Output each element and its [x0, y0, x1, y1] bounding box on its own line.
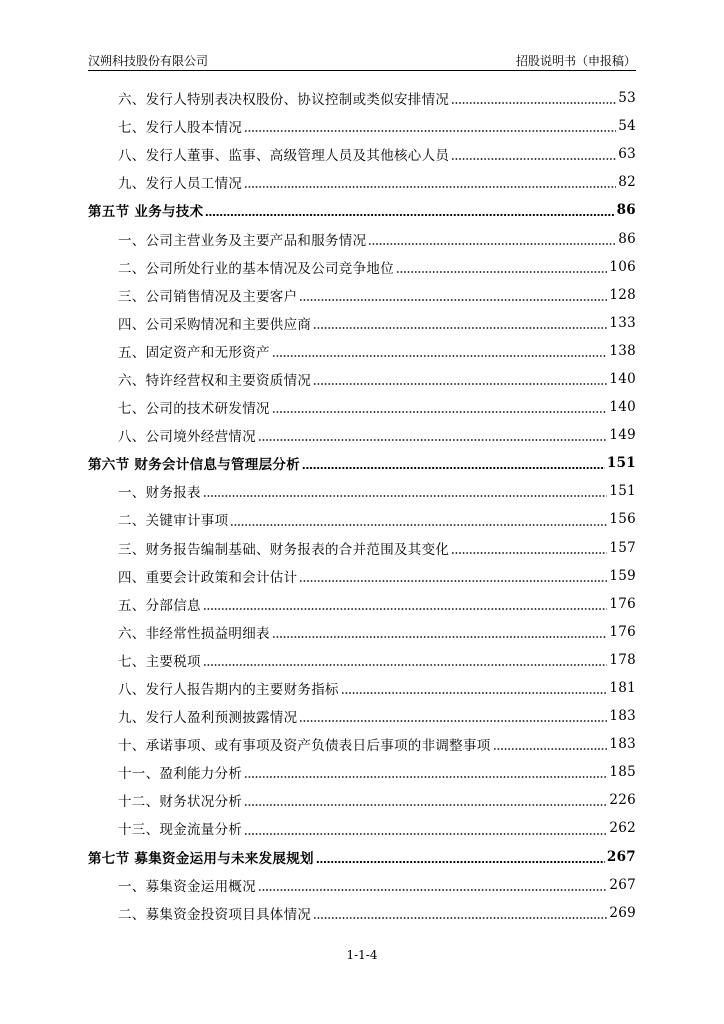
dot-leader	[313, 383, 607, 385]
toc-entry[interactable]	[88, 309, 636, 337]
toc-entry-title: 十三、现金流量分析	[118, 822, 243, 839]
toc-entry-title: 九、发行人盈利预测披露情况	[118, 710, 298, 727]
dot-leader	[244, 130, 616, 132]
toc-entry[interactable]	[88, 730, 636, 758]
toc-entry-page: 86	[618, 230, 636, 247]
toc-entry-page: 151	[609, 483, 636, 500]
toc-entry[interactable]	[88, 786, 636, 814]
toc-entry-title: 一、公司主营业务及主要产品和服务情况	[118, 232, 367, 249]
toc-section-entry[interactable]	[88, 843, 636, 871]
toc-entry-title: 二、关键审计事项	[118, 513, 229, 530]
dot-leader	[299, 299, 607, 301]
dot-leader	[203, 608, 608, 610]
toc-entry-title: 七、公司的技术研发情况	[118, 401, 270, 418]
toc-entry[interactable]	[88, 84, 636, 112]
toc-entry[interactable]	[88, 421, 636, 449]
toc-entry[interactable]	[88, 646, 636, 674]
toc-entry-page: 176	[609, 595, 636, 612]
toc-entry-title: 七、主要税项	[118, 653, 201, 670]
toc-entry-page: 159	[609, 567, 636, 584]
toc-entry[interactable]	[88, 140, 636, 168]
toc-entry-title: 三、财务报告编制基础、财务报表的合并范围及其变化	[118, 541, 450, 558]
toc-entry-title: 第五节 业务与技术	[88, 204, 204, 221]
toc-entry[interactable]	[88, 758, 636, 786]
dot-leader	[203, 664, 608, 666]
dot-leader	[299, 720, 607, 722]
document-title: 招股说明书（申报稿）	[515, 54, 636, 68]
company-name: 汉朔科技股份有限公司	[88, 54, 209, 68]
dot-leader	[302, 467, 605, 469]
dot-leader	[244, 804, 607, 806]
dot-leader	[396, 271, 607, 273]
toc-entry-title: 十一、盈利能力分析	[118, 766, 243, 783]
toc-entry[interactable]	[88, 253, 636, 281]
toc-entry[interactable]	[88, 393, 636, 421]
toc-section-entry[interactable]	[88, 196, 636, 224]
toc-entry-title: 四、公司采购情况和主要供应商	[118, 316, 312, 333]
toc-entry-title: 八、公司境外经营情况	[118, 429, 256, 446]
table-of-contents	[88, 84, 636, 927]
dot-leader	[203, 495, 608, 497]
dot-leader	[272, 355, 608, 357]
toc-entry[interactable]	[88, 168, 636, 196]
dot-leader	[493, 748, 608, 750]
toc-entry-title: 第七节 募集资金运用与未来发展规划	[88, 850, 314, 867]
toc-entry-title: 三、公司销售情况及主要客户	[118, 288, 298, 305]
toc-entry-title: 一、募集资金运用概况	[118, 878, 256, 895]
toc-entry[interactable]	[88, 899, 636, 927]
toc-entry-page: 176	[609, 623, 636, 640]
toc-entry-title: 五、固定资产和无形资产	[118, 344, 270, 361]
toc-entry-page: 267	[609, 876, 636, 893]
toc-entry-title: 二、募集资金投资项目具体情况	[118, 906, 312, 923]
dot-leader	[272, 636, 608, 638]
toc-section-entry[interactable]	[88, 449, 636, 477]
toc-entry-page: 151	[606, 455, 636, 472]
toc-entry[interactable]	[88, 112, 636, 140]
toc-entry-title: 六、发行人特别表决权股份、协议控制或类似安排情况	[118, 92, 450, 109]
dot-leader	[272, 411, 608, 413]
toc-entry-title: 十、承诺事项、或有事项及资产负债表日后事项的非调整事项	[118, 738, 491, 755]
toc-entry-page: 178	[609, 651, 636, 668]
toc-entry[interactable]	[88, 224, 636, 252]
toc-entry[interactable]	[88, 562, 636, 590]
toc-entry-page: 86	[616, 202, 636, 219]
dot-leader	[451, 158, 616, 160]
toc-entry-title: 第六节 财务会计信息与管理层分析	[88, 457, 300, 474]
toc-entry-page: 226	[609, 792, 636, 809]
toc-entry-page: 185	[609, 764, 636, 781]
toc-entry-page: 269	[609, 904, 636, 921]
toc-entry-title: 五、分部信息	[118, 597, 201, 614]
dot-leader	[230, 524, 607, 526]
toc-entry-title: 四、重要会计政策和会计估计	[118, 569, 298, 586]
toc-entry[interactable]	[88, 281, 636, 309]
toc-entry-page: 140	[609, 399, 636, 416]
toc-entry-title: 八、发行人报告期内的主要财务指标	[118, 682, 339, 699]
toc-entry-title: 六、非经常性损益明细表	[118, 625, 270, 642]
dot-leader	[205, 214, 614, 216]
toc-entry[interactable]	[88, 814, 636, 842]
header-rule	[88, 70, 636, 71]
toc-entry-page: 183	[609, 736, 636, 753]
toc-entry-title: 七、发行人股本情况	[118, 120, 243, 137]
dot-leader	[258, 889, 607, 891]
toc-entry-page: 133	[609, 314, 636, 331]
toc-entry[interactable]	[88, 534, 636, 562]
toc-entry-title: 八、发行人董事、监事、高级管理人员及其他核心人员	[118, 148, 450, 165]
toc-entry-page: 82	[618, 174, 636, 191]
dot-leader	[451, 102, 616, 104]
dot-leader	[451, 552, 607, 554]
toc-entry-page: 156	[609, 511, 636, 528]
toc-entry-title: 一、财务报表	[118, 485, 201, 502]
toc-entry[interactable]	[88, 365, 636, 393]
toc-entry[interactable]	[88, 702, 636, 730]
toc-entry-page: 149	[609, 427, 636, 444]
toc-entry-page: 54	[618, 118, 636, 135]
toc-entry-title: 六、特许经营权和主要资质情况	[118, 372, 312, 389]
toc-entry-page: 128	[609, 286, 636, 303]
toc-entry-page: 53	[618, 90, 636, 107]
toc-entry-title: 十二、财务状况分析	[118, 794, 243, 811]
toc-entry[interactable]	[88, 871, 636, 899]
dot-leader	[313, 327, 607, 329]
dot-leader	[258, 439, 607, 441]
toc-entry-page: 106	[609, 258, 636, 275]
dot-leader	[244, 776, 607, 778]
toc-entry[interactable]	[88, 477, 636, 505]
page-number: 1-1-4	[346, 948, 378, 962]
toc-entry-page: 181	[609, 680, 636, 697]
toc-entry-page: 267	[606, 848, 636, 865]
page-header	[88, 52, 636, 70]
dot-leader	[299, 580, 607, 582]
dot-leader	[368, 243, 616, 245]
toc-entry[interactable]	[88, 674, 636, 702]
toc-entry-page: 140	[609, 370, 636, 387]
toc-entry-title: 二、公司所处行业的基本情况及公司竞争地位	[118, 260, 394, 277]
dot-leader	[313, 917, 607, 919]
toc-entry-page: 138	[609, 342, 636, 359]
dot-leader	[341, 692, 608, 694]
toc-entry-page: 183	[609, 708, 636, 725]
toc-entry-title: 九、发行人员工情况	[118, 176, 243, 193]
toc-entry-page: 262	[609, 820, 636, 837]
dot-leader	[244, 186, 616, 188]
toc-entry[interactable]	[88, 618, 636, 646]
dot-leader	[244, 833, 607, 835]
toc-entry-page: 157	[609, 539, 636, 556]
toc-entry-page: 63	[618, 146, 636, 163]
dot-leader	[316, 861, 605, 863]
toc-entry[interactable]	[88, 337, 636, 365]
toc-entry[interactable]	[88, 505, 636, 533]
toc-entry[interactable]	[88, 590, 636, 618]
